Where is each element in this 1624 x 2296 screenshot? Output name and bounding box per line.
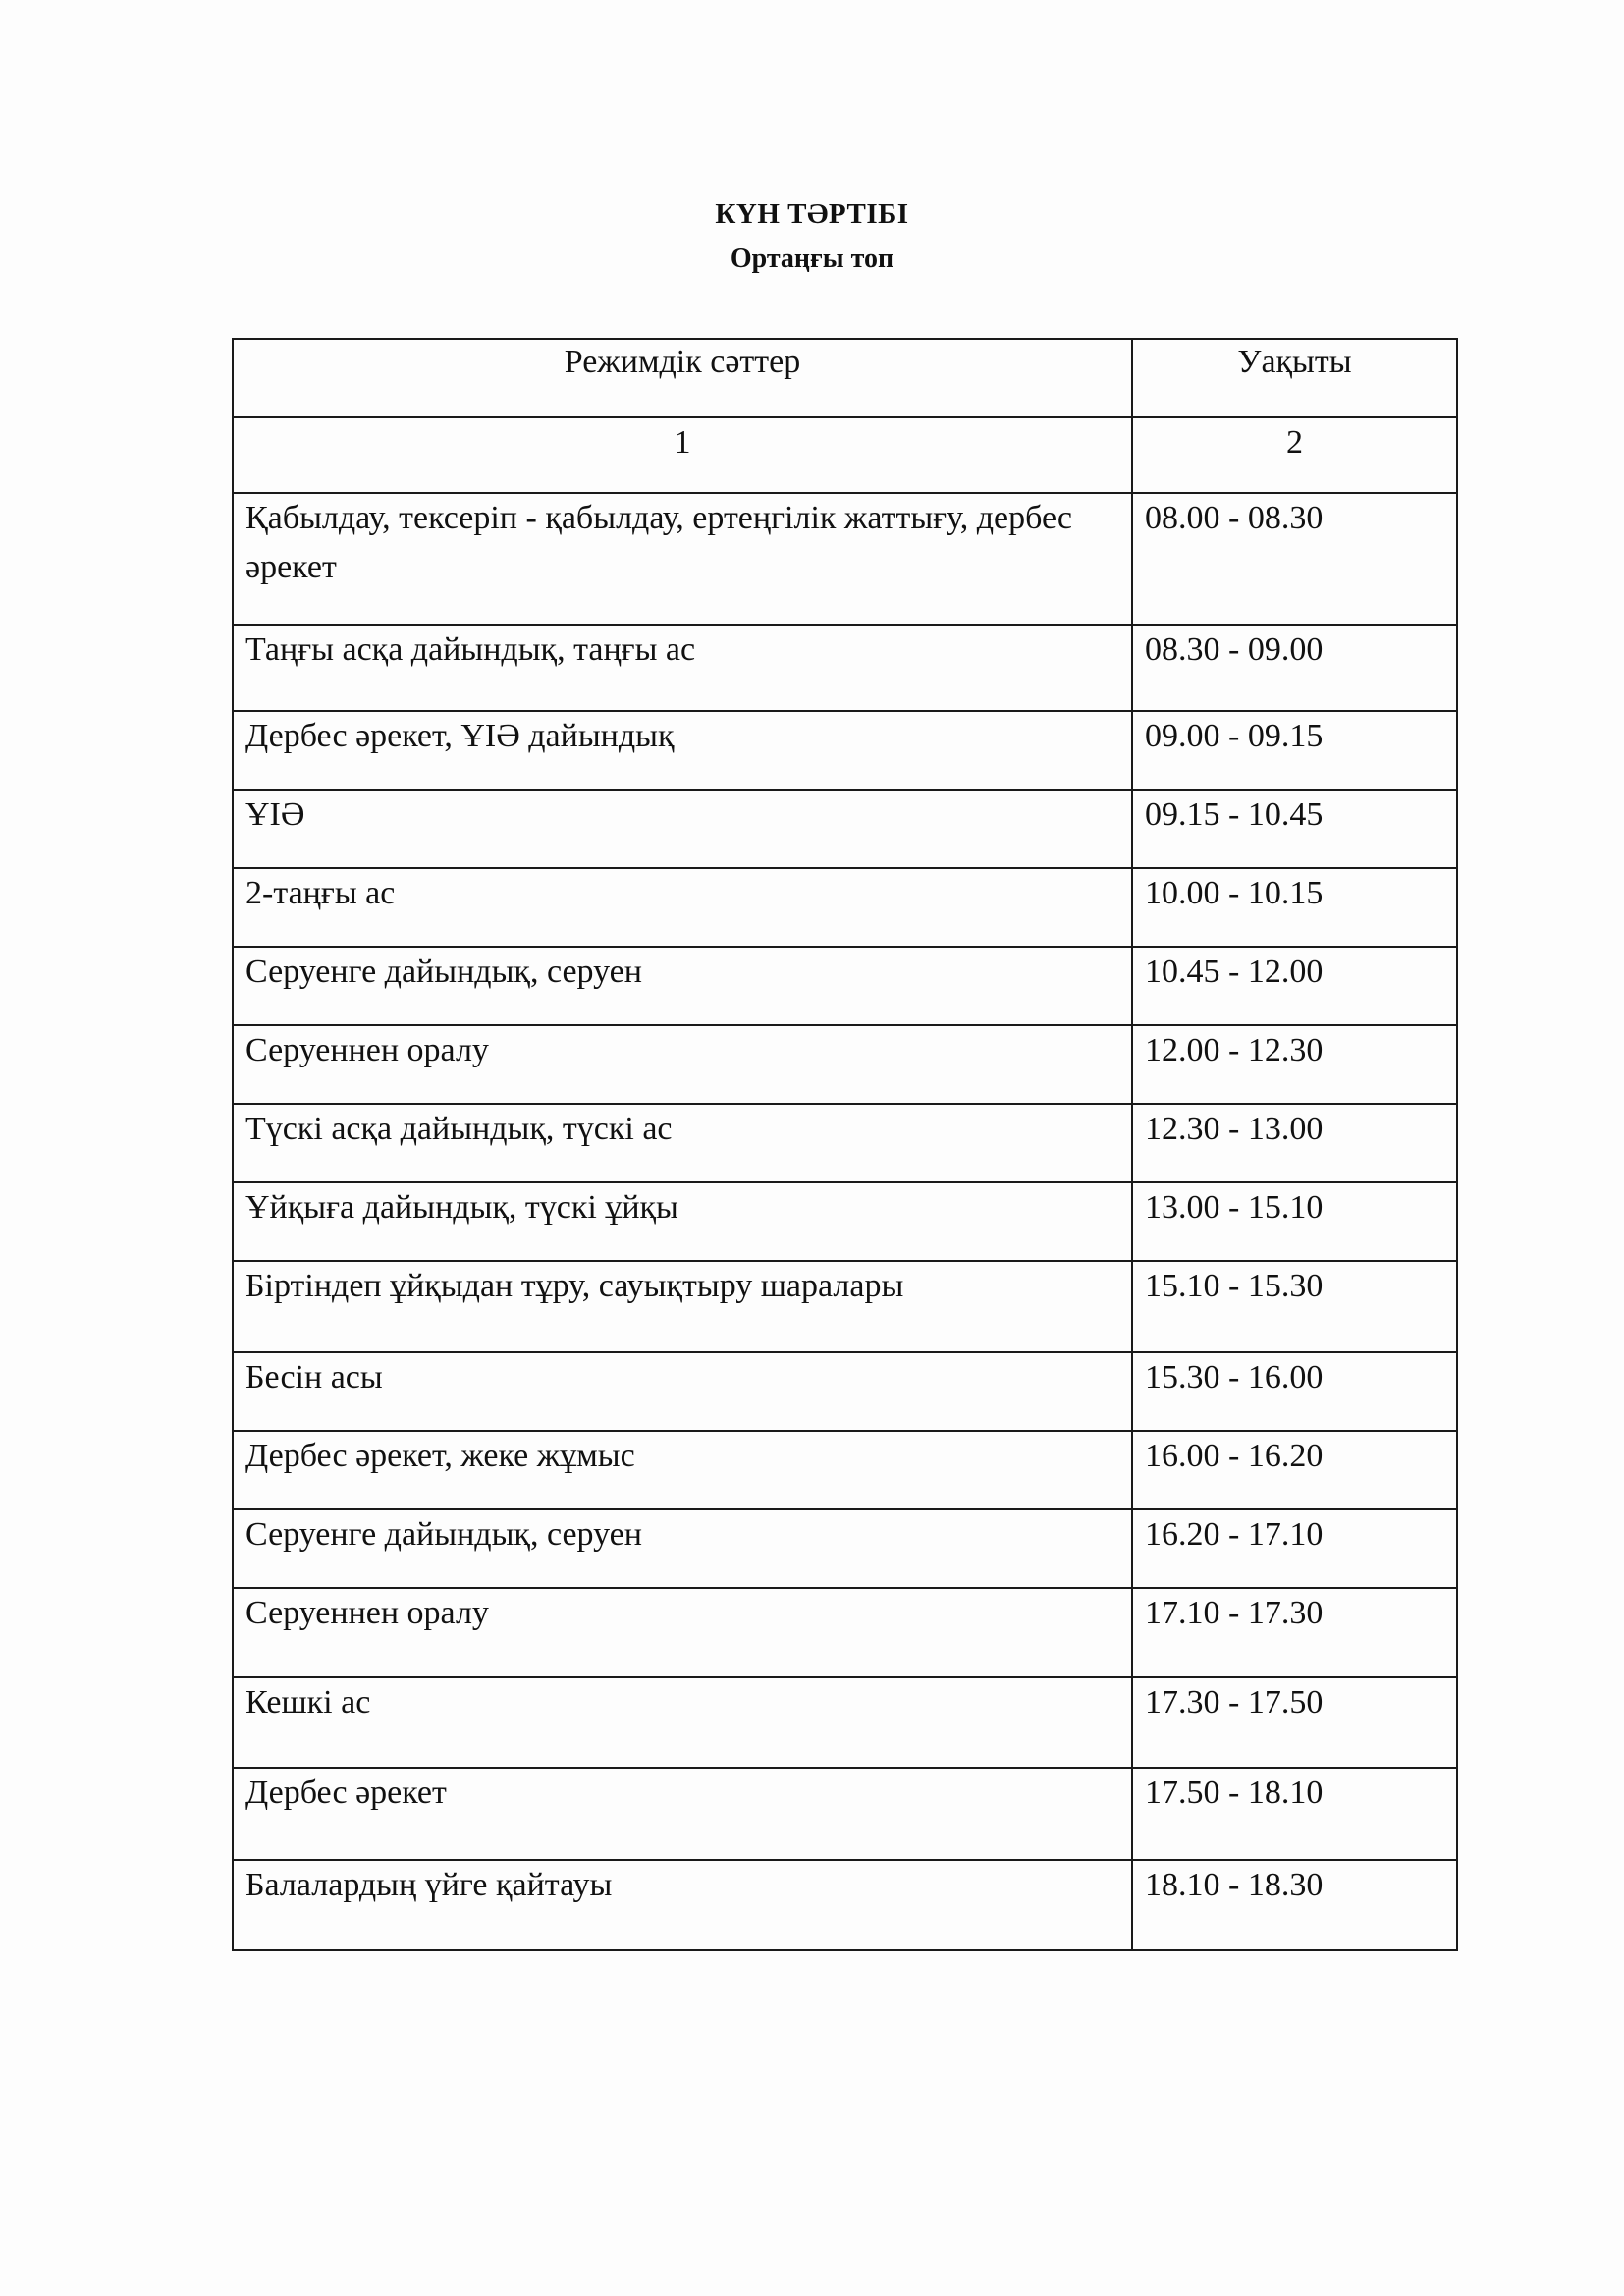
table-row <box>233 947 1457 1025</box>
table-row <box>233 1104 1457 1182</box>
schedule-table <box>232 338 1458 1951</box>
table-row <box>233 1677 1457 1768</box>
table-row <box>233 1588 1457 1677</box>
activity-cell: Қабылдау, тексеріп - қабылдау, ертеңгілік жаттығу, дербес әрекет <box>233 493 1132 625</box>
time-cell: 10.45 - 12.00 <box>1132 947 1457 1025</box>
activity-cell: Біртіндеп ұйқыдан тұру, сауықтыру шаралары <box>233 1261 1132 1352</box>
activity-cell: Серуеннен оралу <box>233 1588 1132 1677</box>
time-cell: 15.10 - 15.30 <box>1132 1261 1457 1352</box>
table-row <box>233 868 1457 947</box>
table-row <box>233 1768 1457 1860</box>
time-cell: 12.30 - 13.00 <box>1132 1104 1457 1182</box>
time-cell: 09.15 - 10.45 <box>1132 790 1457 868</box>
activity-cell: Бесін асы <box>233 1352 1132 1431</box>
activity-cell: ҰІӘ <box>233 790 1132 868</box>
time-cell: 17.10 - 17.30 <box>1132 1588 1457 1677</box>
time-cell: 10.00 - 10.15 <box>1132 868 1457 947</box>
table-row <box>233 1025 1457 1104</box>
time-cell: 13.00 - 15.10 <box>1132 1182 1457 1261</box>
activity-cell: Серуенге дайындық, серуен <box>233 1509 1132 1588</box>
activity-cell: 2-таңғы ас <box>233 868 1132 947</box>
table-row <box>233 493 1457 625</box>
header-time: Уақыты <box>1132 339 1457 417</box>
activity-cell: Дербес әрекет, жеке жұмыс <box>233 1431 1132 1509</box>
table-row <box>233 711 1457 790</box>
activity-cell: Дербес әрекет <box>233 1768 1132 1860</box>
activity-cell: Кешкі ас <box>233 1677 1132 1768</box>
column-number-2: 2 <box>1132 417 1457 493</box>
column-number-1: 1 <box>233 417 1132 493</box>
document-title: КҮН ТӘРТІБІ <box>715 198 909 230</box>
table-row <box>233 790 1457 868</box>
table-row <box>233 1509 1457 1588</box>
time-cell: 15.30 - 16.00 <box>1132 1352 1457 1431</box>
table-header-row <box>233 339 1457 417</box>
activity-cell: Серуенге дайындық, серуен <box>233 947 1132 1025</box>
time-cell: 12.00 - 12.30 <box>1132 1025 1457 1104</box>
activity-cell: Таңғы асқа дайындық, таңғы ас <box>233 625 1132 711</box>
time-cell: 18.10 - 18.30 <box>1132 1860 1457 1950</box>
time-cell: 17.50 - 18.10 <box>1132 1768 1457 1860</box>
activity-cell: Түскі асқа дайындық, түскі ас <box>233 1104 1132 1182</box>
time-cell: 16.00 - 16.20 <box>1132 1431 1457 1509</box>
activity-cell: Дербес әрекет, ҰІӘ дайындық <box>233 711 1132 790</box>
document-subtitle: Ортаңғы топ <box>730 244 894 274</box>
table-row <box>233 1261 1457 1352</box>
time-cell: 08.00 - 08.30 <box>1132 493 1457 625</box>
table-row <box>233 625 1457 711</box>
time-cell: 09.00 - 09.15 <box>1132 711 1457 790</box>
table-row <box>233 1352 1457 1431</box>
activity-cell: Ұйқыға дайындық, түскі ұйқы <box>233 1182 1132 1261</box>
activity-cell: Балалардың үйге қайтауы <box>233 1860 1132 1950</box>
time-cell: 17.30 - 17.50 <box>1132 1677 1457 1768</box>
header-activities: Режимдік сәттер <box>233 339 1132 417</box>
activity-cell: Серуеннен оралу <box>233 1025 1132 1104</box>
table-row <box>233 1860 1457 1950</box>
table-row <box>233 1431 1457 1509</box>
column-number-row <box>233 417 1457 493</box>
time-cell: 08.30 - 09.00 <box>1132 625 1457 711</box>
time-cell: 16.20 - 17.10 <box>1132 1509 1457 1588</box>
table-row <box>233 1182 1457 1261</box>
